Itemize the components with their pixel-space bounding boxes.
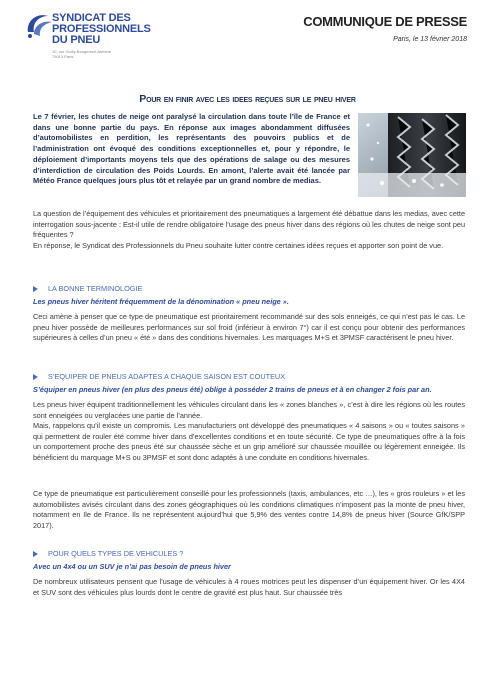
section-heading-cost bbox=[33, 372, 465, 381]
section-body-cost-2: Mais, rappelons qu’il existe un compromis. Les manufacturiers ont développé des pneumatiques « 4 saisons » ou « toutes saisons » qui permettent de rouler été comme hiver dans d’excellentes conditions et en toute sécurité. Ce type de pneumatiques offre à la fois un comportement proche des pneus été sur chaussée sèche et un grip amélioré sur chaussée mouillée ou légèrement enneigée. Ils bénéficient du marquage M+S ou 3PMSF et sont donc adaptés à une conduite en conditions hivernales. bbox=[33, 421, 465, 463]
section-subheading-cost: S’équiper en pneus hiver (en plus des pneus été) oblige à posséder 2 trains de pneus et à en changer 2 fois par an. bbox=[33, 385, 432, 394]
logo-address bbox=[52, 49, 111, 59]
snow-tire-photo bbox=[358, 113, 466, 197]
spp-logo bbox=[22, 10, 172, 70]
triangle-bullet-icon bbox=[33, 374, 38, 380]
section-heading-text: POUR QUELS TYPES DE VEHICULES ? bbox=[48, 549, 184, 558]
logo-line-1: SYNDICAT DES bbox=[52, 12, 131, 24]
section-subheading-vehicles: Avec un 4x4 ou un SUV je n’ai pas besoin de pneus hiver bbox=[33, 562, 231, 571]
intro-paragraph-2: En réponse, le Syndicat des Professionnels du Pneu souhaite lutter contre certaines idées reçues et apporter son point de vue. bbox=[33, 241, 444, 250]
triangle-bullet-icon bbox=[33, 286, 38, 292]
press-release-label: COMMUNIQUE DE PRESSE bbox=[303, 14, 467, 29]
section-body-terminology: Ceci amène à penser que ce type de pneumatique est prioritairement recommandé sur des sols enneigés, ce qui n’est pas le cas. Le pneu hiver possède de meilleures performances sur sol froid (inférieur à environ 7°) car il est conçu pour obtenir des performances supérieures à celles d’un pneu « été » dans des conditions hivernales. Les marquages M+S et 3PMSF caractérisent le pneu hiver. bbox=[33, 312, 465, 343]
section-body-cost-1: Les pneus hiver équipent traditionnellement les véhicules circulant dans les « zones blanches », c’est à dire les régions où les routes sont enneigées ou verglacées une partie de l’année. bbox=[33, 400, 465, 420]
tire-swirl-logo-icon bbox=[22, 10, 54, 42]
section-heading-text: S’EQUIPER DE PNEUS ADAPTES A CHAQUE SAISON EST COUTEUX bbox=[48, 372, 286, 381]
section-body-cost-3: Ce type de pneumatique est particulièrement conseillé pour les professionnels (taxis, ambulances, etc …), les « gros rouleurs » et les automobilistes avisés circulant dans des zones géographiques où les conditions climatiques n’imposent pas la monte de pneu hiver, notamment en Ile de France. Ils ne représentent aujourd’hui que 5,9% des ventes contre 14,8% de pneus hiver (Source GfK/SPP 2017). bbox=[33, 489, 465, 531]
section-heading-terminology bbox=[33, 284, 465, 293]
intro-paragraph-1: La question de l’équipement des véhicules et prioritairement des pneumatiques a largement été débattue dans les medias, avec cette interrogation sous-jacente : Est-il utile de rendre obligatoire l’usage des pneus hiver dans des régions où les chutes de neige sont peu fréquentes ? bbox=[33, 209, 466, 240]
press-release-date: Paris, le 13 février 2018 bbox=[393, 36, 467, 43]
section-body-vehicles: De nombreux utilisateurs pensent que l’usage de véhicules à 4 roues motrices peut les dispenser d’un équipement hiver. Or les 4X4 et SUV sont des véhicules plus lourds dont le centre de gravité est plus haut. Sur chaussée très bbox=[33, 577, 465, 597]
main-title: Pour en finir avec les idees reçues sur le pneu hiver bbox=[139, 93, 356, 105]
logo-line-2: PROFESSIONNELS bbox=[52, 23, 151, 35]
section-heading-text: LA BONNE TERMINOLOGIE bbox=[48, 284, 143, 293]
section-subheading-terminology: Les pneus hiver héritent fréquemment de la dénomination « pneu neige ». bbox=[33, 297, 289, 306]
logo-address-line-2: 75013 Paris bbox=[52, 54, 74, 59]
logo-line-3: DU PNEU bbox=[52, 34, 101, 46]
triangle-bullet-icon bbox=[33, 551, 38, 557]
section-heading-vehicles bbox=[33, 549, 465, 558]
logo-address-line-1: 10, rue Guilly-Bougereuil-Antoine bbox=[52, 49, 111, 54]
snow-tire-image bbox=[358, 113, 466, 197]
lead-paragraph: Le 7 février, les chutes de neige ont paralysé la circulation dans toute l’île de France et dans une bonne partie du pays. En réponse aux images abondamment diffusées d’automobilistes en perdition, les représentants des pouvoirs publics et de l’administration ont évoqué des conditions exceptionnelles et, pour y répondre, le déploiement d’importants moyens tels que des opérations de salage ou des mesures d’interdiction de circulation des Poids Lourds. En amont, l’alerte avait été lancée par Météo France quelques jours plus tôt et relayée par un grand nombre de medias. bbox=[33, 112, 350, 186]
